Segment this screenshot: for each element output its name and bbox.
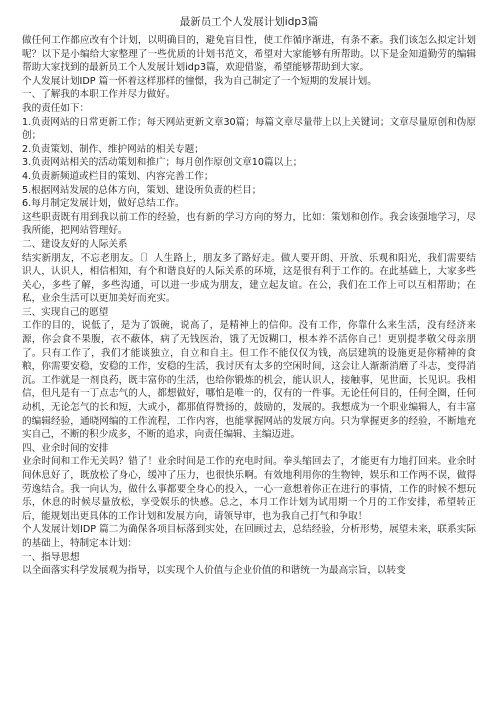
list-item-duty-2: 2.负责策划、制作、维护网站的相关专题； [22,143,204,155]
list-item-duty-5: 5.根据网站发展的总体方向，策划、建设所负责的栏目； [22,184,262,196]
heading-section-2: 二、建设友好的人际关系 [22,238,128,250]
list-item-duty-4: 4.负责新频道或栏目的策划、内容完善工作； [22,170,214,182]
heading-section-3: 三、实现自己的愿望 [22,306,109,318]
paragraph-duties-intro: 我的责任如下： [22,102,90,114]
paragraph-spare-time: 业余时间和工作无关吗？错了！业余时间是工作的充电时间。拳头缩回去了，才能更有力地打回来。业余时间休息好了，既放松了身心，缓冲了压力，也很快乐啊。有效地利用你的生物钟，娱乐和工作两不误，做得劳逸结合。我一向认为，做什么事都要全身心的投入，一心一意想着你正在进行的事情，工作的时候不想玩乐，休息的时候尽量放松，享受娱乐的快感。总之，本月工作计划为试用期一个月的工作安排，希望转正后，能规划出更具体的工作计划和发展方向，请领导审，也为我自己打气和争取！ [22,456,476,522]
paragraph-duties-summary: 这些职责既有用到我以前工作的经验，也有新的学习方向的努力，比如：策划和创作。我会该强地学习，尽我所能，把网站管理好。 [22,211,476,237]
list-item-duty-3: 3.负责网站相关的活动策划和推广；每月创作原创文章10篇以上； [22,157,303,169]
heading-section-1: 一、了解我的本职工作并尽力做好。 [22,89,176,101]
list-item-duty-1: 1.负责网站的日常更新工作；每天网站更新文章30篇；每篇文章尽量带上以上关键词；文章尽量原创和伪原创； [22,116,476,142]
paragraph-aspirations: 工作的目的，说低了，是为了饭碗，说高了，是精神上的信仰。没有工作，你靠什么来生活，没有经济来源，你会食不果腹，衣不蔽体，病了无钱医治，饿了无饭糊口，根本养不活你自己！更别提孝敬父母亲朋了。只有工作了，我们才能谈独立，自立和自主。但工作不能仅仅为钱，高层建筑的设施更是你精神的食粮，你需要安稳，安稳的工作，安稳的生活，我讨厌有太多的空闲时间，这会让人渐渐消磨了斗志，变得消沉。工作就是一剂良药，既丰富你的生活，也给你锻炼的机会，能认识人，接触事，见世面，长见识。我相信，但凡是有一丁点志气的人，都想做好，哪怕是唯一的，仅有的一件事。无论任何目的，任何全圈，任何动机，无论怎气的长和短，大或小，都那值得赞扬的，鼓励的，发展的。我想成为一个职业编辑人，有丰富的编辑经验，通晓网编的工作流程，工作内容，也能掌握网站的发展方向。只为掌握更多的经验，不断地充实自己，不断的积少成多，不断的追求，向责任编辑、主编迈进。 [22,320,476,441]
document-title: 最新员工个人发展计划idp3篇 [179,16,319,28]
paragraph-guiding-ideology: 以全面落实科学发展观为指导，以实现个人价值与企业价值的和谐统一为最高宗旨，以转变 [22,565,406,577]
paragraph-relationships: 结实新朋友，不忘老朋友。〔〕人生路上，朋友多了路好走。做人要开朗、开放、乐观和阳光，我们需要结识人，认识人，相信相知，有个和谐良好的人际关系的环境，这是很有利于工作的。在此基础上，大家多些关心，多些了解，多些沟通，可以进一步成为朋友，建立起友谊。在公，我们在工作上可以互相帮助；在私，业余生活可以更加美好而充实。 [22,252,476,305]
paragraph-intro: 做任何工作都应改有个计划，以明确目的，避免盲目性，使工作循序渐进，有条不紊。我们该怎么拟定计划呢？以下是小编给大家整理了一些优质的计划书范文，希望对大家能够有所帮助。以下是金知道勤劳的编辑帮助大家找到的最新员工个人发展计划idp3篇，欢迎借鉴，希望能够帮助到大家。 [22,35,476,74]
list-item-duty-6: 6.每月制定发展计划，做好总结工作。 [22,198,185,210]
paragraph-idp-2: 个人发展计划IDP 篇二为确保各项目标落到实处，在回顾过去，总结经验，分析形势，展望未来，联系实际的基础上，特制定本计划： [22,524,476,549]
paragraph-idp-1: 个人发展计划IDP 篇一怀着这样那样的憧憬，我为自己制定了一个短期的发展计划。 [22,75,377,87]
heading-guiding-ideology: 一、指导思想 [22,551,80,563]
heading-section-4: 四、业余时间的安排 [22,442,109,454]
